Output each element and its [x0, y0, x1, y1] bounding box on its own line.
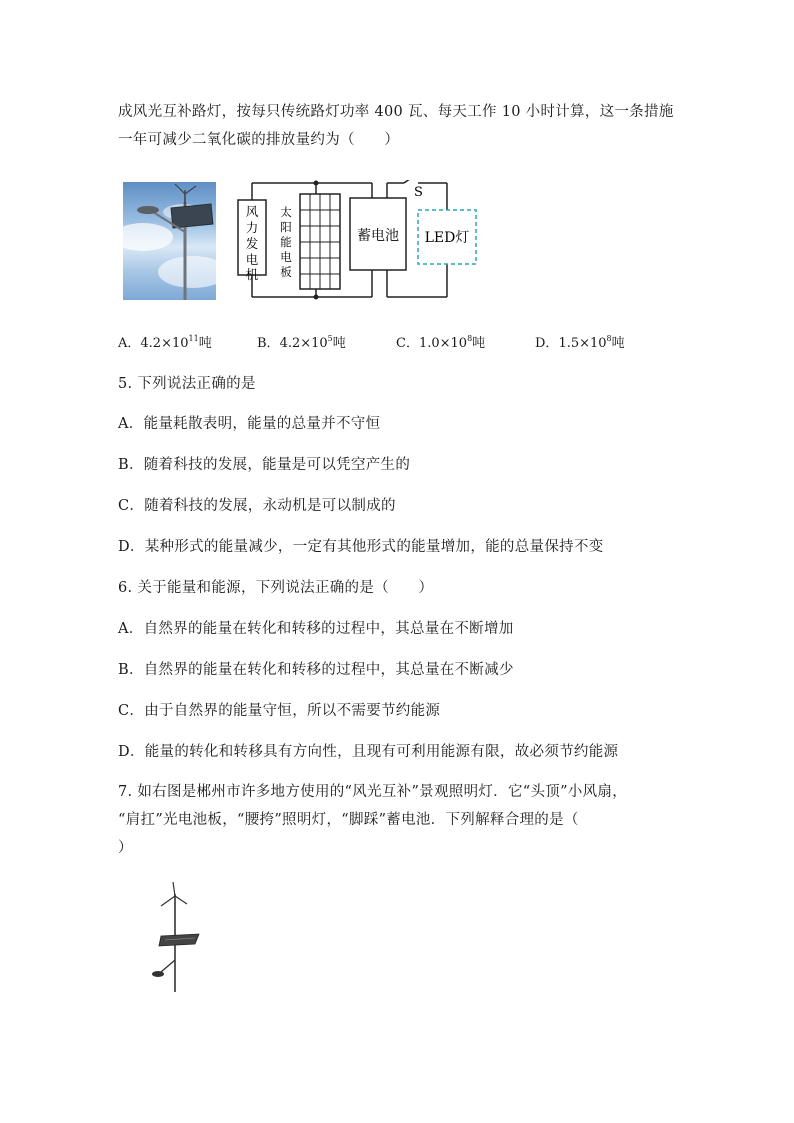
q6-option-a[interactable]: A．自然界的能量在转化和转移的过程中，其总量在不断增加 [118, 621, 514, 637]
q6-option-b[interactable]: B．自然界的能量在转化和转移的过程中，其总量在不断减少 [118, 662, 514, 678]
q5-option-d[interactable]: D．某种形式的能量减少，一定有其他形式的能量增加，能的总量保持不变 [118, 539, 604, 555]
wind-label-5: 机 [245, 267, 259, 282]
solar-label-2: 阳 [280, 220, 292, 234]
solar-label-5: 板 [280, 265, 292, 279]
q5-option-b[interactable]: B．随着科技的发展，能量是可以凭空产生的 [118, 457, 411, 473]
solar-label-4: 电 [280, 250, 292, 264]
question-4-text-line-2: 一年可减少二氧化碳的排放量约为（ ） [118, 132, 400, 148]
battery-label: 蓄电池 [357, 228, 399, 244]
street-lamp-photo [123, 182, 216, 300]
q4-option-b[interactable]: B．$4.2\times 10^5$吨 [257, 334, 346, 351]
q6-option-c[interactable]: C．由于自然界的能量守恒，所以不需要节约能源 [118, 703, 441, 719]
wind-label-3: 发 [245, 236, 259, 251]
wind-solar-lamp-illustration [145, 880, 205, 995]
question-7-text-line-1: 7. 如右图是郴州市许多地方使用的“风光互补”景观照明灯．它“头顶”小风扇， [118, 784, 627, 800]
q4-option-a[interactable]: A．$4.2\times 10^{11}$吨 [118, 334, 212, 351]
question-7-text-line-3: ） [118, 840, 133, 856]
question-4-text-line-1: 成风光互补路灯，按每只传统路灯功率 400 瓦、每天工作 10 小时计算，这一条措施 [118, 104, 674, 120]
circuit-diagram [232, 180, 482, 302]
question-6-stem: 6. 关于能量和能源，下列说法正确的是（ ） [118, 580, 434, 596]
q5-option-c[interactable]: C．随着科技的发展，永动机是可以制成的 [118, 498, 396, 514]
q5-option-a[interactable]: A．能量耗散表明，能量的总量并不守恒 [118, 416, 381, 432]
led-label: LED灯 [424, 230, 470, 246]
question-7-text-line-2: “肩扛”光电池板，“腰挎”照明灯，“脚踩”蓄电池．下列解释合理的是（ [118, 812, 579, 828]
solar-label-3: 能 [280, 235, 292, 249]
wind-label-2: 力 [245, 220, 259, 235]
q4-option-c[interactable]: C．$1.0\times 10^8$吨 [396, 334, 486, 351]
switch-label: S [414, 185, 423, 200]
wind-label-4: 电 [245, 252, 259, 267]
wind-label-1: 风 [245, 204, 259, 219]
q4-option-d[interactable]: D．$1.5\times 10^8$吨 [535, 334, 625, 351]
q6-option-d[interactable]: D．能量的转化和转移具有方向性，且现有可利用能源有限，故必须节约能源 [118, 744, 619, 760]
question-5-stem: 5. 下列说法正确的是 [118, 376, 256, 392]
solar-label-1: 太 [280, 205, 292, 219]
